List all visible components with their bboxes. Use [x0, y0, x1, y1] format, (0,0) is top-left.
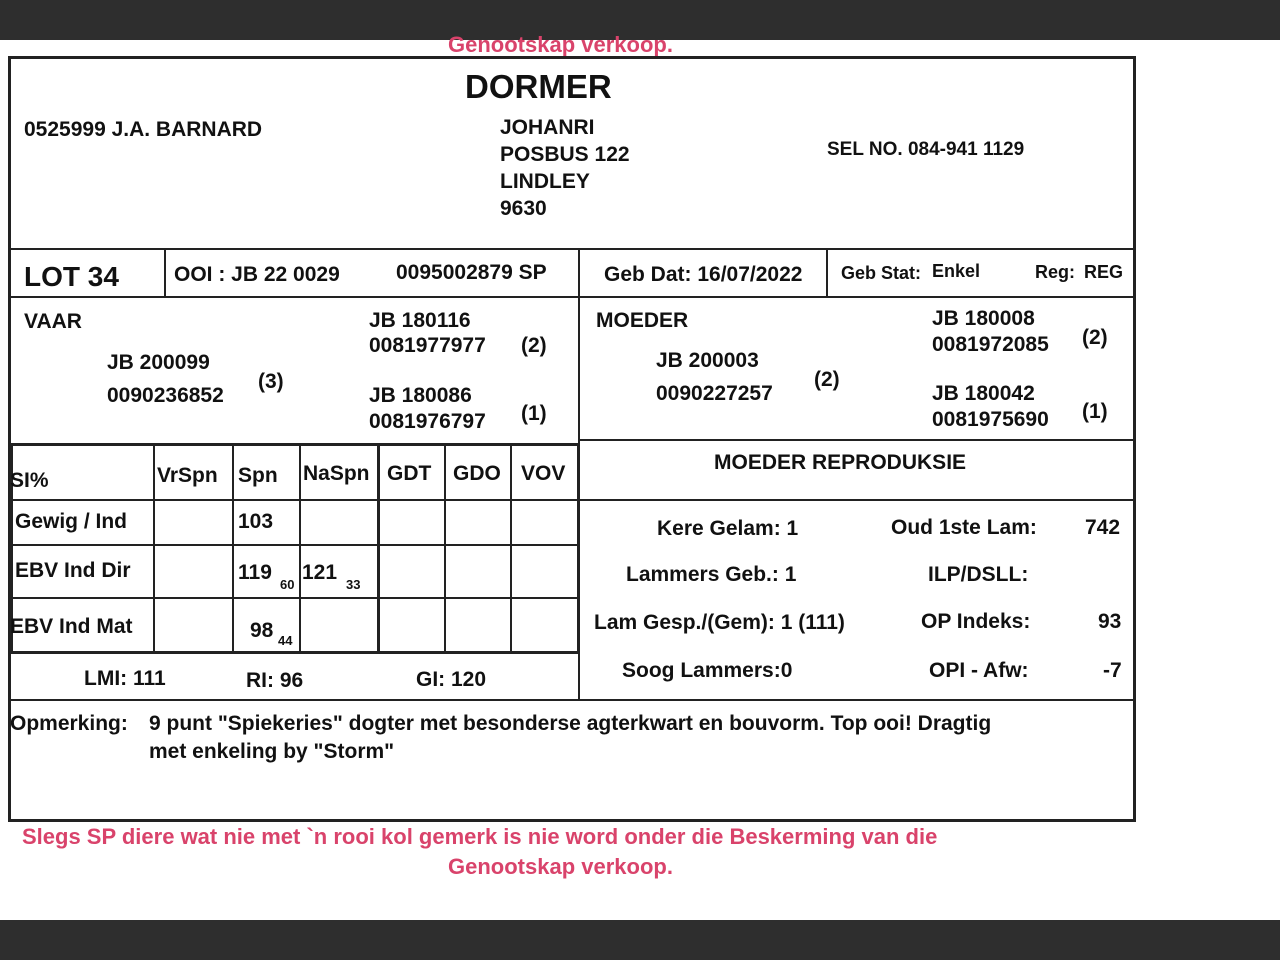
dam-number: 0090227257 [656, 382, 773, 405]
reg-value: REG [1084, 262, 1124, 282]
dam-label: MOEDER [596, 309, 689, 332]
sire-number: 0090236852 [107, 384, 224, 407]
row-label-gewig: Gewig / Ind [15, 510, 128, 533]
paternal-grandsire-number: 0081977977 [369, 334, 486, 357]
maternal-grandsire-tag: JB 180008 [932, 307, 1035, 330]
maternal-granddam-tag: JB 180042 [932, 382, 1035, 405]
gewig-spn: 103 [238, 510, 274, 533]
lam-gesp: Lam Gesp./(Gem): 1 (111) [594, 611, 845, 634]
paternal-granddam-tag: JB 180086 [369, 384, 472, 407]
divider [826, 250, 828, 296]
lot-number: LOT 34 [24, 261, 119, 292]
ebv-dir-naspn: 121 [302, 561, 338, 584]
sire-tag: JB 200099 [107, 351, 210, 374]
header-gdo: GDO [453, 462, 501, 485]
divider [10, 296, 1134, 298]
footer-notice-line-1: Slegs SP diere wat nie met `n rooi kol gemerk is nie word onder die Beskerming van die [22, 824, 938, 849]
footer-notice-line-2: Genootskap verkoop. [448, 854, 673, 879]
remark-line-1: 9 punt "Spiekeries" dogter met besonderse agterkwart en bouvorm. Top ooi! Dragtig [149, 712, 992, 735]
reg-label: Reg: [1035, 262, 1075, 282]
soog-lammers: Soog Lammers:0 [622, 659, 793, 682]
maternal-grandsire-rank: (2) [1082, 326, 1108, 349]
divider [299, 446, 301, 652]
birth-date: Geb Dat: 16/07/2022 [604, 263, 803, 286]
divider [510, 446, 512, 652]
ilp-dsll-label: ILP/DSLL: [928, 563, 1029, 586]
ebv-dir-spn: 119 [238, 561, 272, 584]
ebv-mat-spn: 98 [250, 619, 274, 642]
maternal-grandsire-number: 0081972085 [932, 333, 1049, 356]
opi-afw-label: OPI - Afw: [929, 659, 1029, 682]
dam-rank: (2) [814, 368, 840, 391]
dam-tag: JB 200003 [656, 349, 759, 372]
row-label-ebv-dir: EBV Ind Dir [15, 559, 131, 582]
address-line: LINDLEY [500, 170, 590, 193]
address-line: JOHANRI [500, 116, 595, 139]
header-vrspn: VrSpn [157, 464, 218, 487]
ri-index: RI: 96 [246, 669, 304, 692]
paternal-grandsire-tag: JB 180116 [369, 309, 471, 332]
header-spn: Spn [238, 464, 278, 487]
opi-afw-value: -7 [1103, 659, 1122, 682]
ebv-dir-naspn-sub: 33 [346, 577, 361, 592]
phone-number: SEL NO. 084-941 1129 [827, 139, 1025, 160]
divider [10, 699, 1134, 701]
divider [12, 597, 578, 599]
divider [153, 446, 155, 652]
header-vov: VOV [521, 462, 566, 485]
ooi-id: OOI : JB 22 0029 [174, 263, 340, 286]
breed-title: DORMER [465, 68, 612, 105]
paternal-granddam-rank: (1) [521, 402, 547, 425]
divider [232, 446, 234, 652]
header-gdt: GDT [387, 462, 432, 485]
divider [12, 499, 578, 501]
ebv-dir-spn-sub: 60 [280, 577, 295, 592]
header-si: SI% [10, 469, 49, 492]
address-line: POSBUS 122 [500, 143, 630, 166]
maternal-granddam-rank: (1) [1082, 400, 1108, 423]
header-clip-text: Genootskap verkoop. [448, 32, 673, 57]
ebv-mat-spn-sub: 44 [278, 633, 293, 648]
remark-label: Opmerking: [10, 712, 128, 735]
bottom-dark-bar [0, 920, 1280, 960]
owner-code-name: 0525999 J.A. BARNARD [24, 118, 263, 141]
animal-id: 0095002879 SP [396, 261, 547, 284]
sire-label: VAAR [24, 310, 82, 333]
lmi-index: LMI: 111 [84, 667, 166, 690]
sire-rank: (3) [258, 370, 284, 393]
row-label-ebv-mat: EBV Ind Mat [10, 615, 133, 638]
op-indeks-label: OP Indeks: [921, 610, 1031, 633]
divider [377, 446, 380, 652]
oud-1ste-lam-value: 742 [1085, 516, 1121, 539]
birth-status-label: Geb Stat: [841, 263, 922, 283]
reproduction-title: MOEDER REPRODUKSIE [714, 451, 967, 474]
remark-line-2: met enkeling by "Storm" [149, 740, 395, 763]
divider [10, 248, 1134, 250]
divider [580, 499, 1134, 501]
divider [12, 544, 578, 546]
birth-status-value: Enkel [932, 261, 981, 281]
header-naspn: NaSpn [303, 462, 370, 485]
address-line: 9630 [500, 197, 547, 220]
divider [444, 446, 446, 652]
maternal-granddam-number: 0081975690 [932, 408, 1049, 431]
op-indeks-value: 93 [1098, 610, 1122, 633]
divider [164, 250, 166, 296]
kere-gelam: Kere Gelam: 1 [657, 517, 799, 540]
oud-1ste-lam-label: Oud 1ste Lam: [891, 516, 1037, 539]
divider [580, 439, 1134, 441]
paternal-grandsire-rank: (2) [521, 334, 547, 357]
paternal-granddam-number: 0081976797 [369, 410, 486, 433]
lammers-geb: Lammers Geb.: 1 [626, 563, 797, 586]
gi-index: GI: 120 [416, 668, 487, 691]
